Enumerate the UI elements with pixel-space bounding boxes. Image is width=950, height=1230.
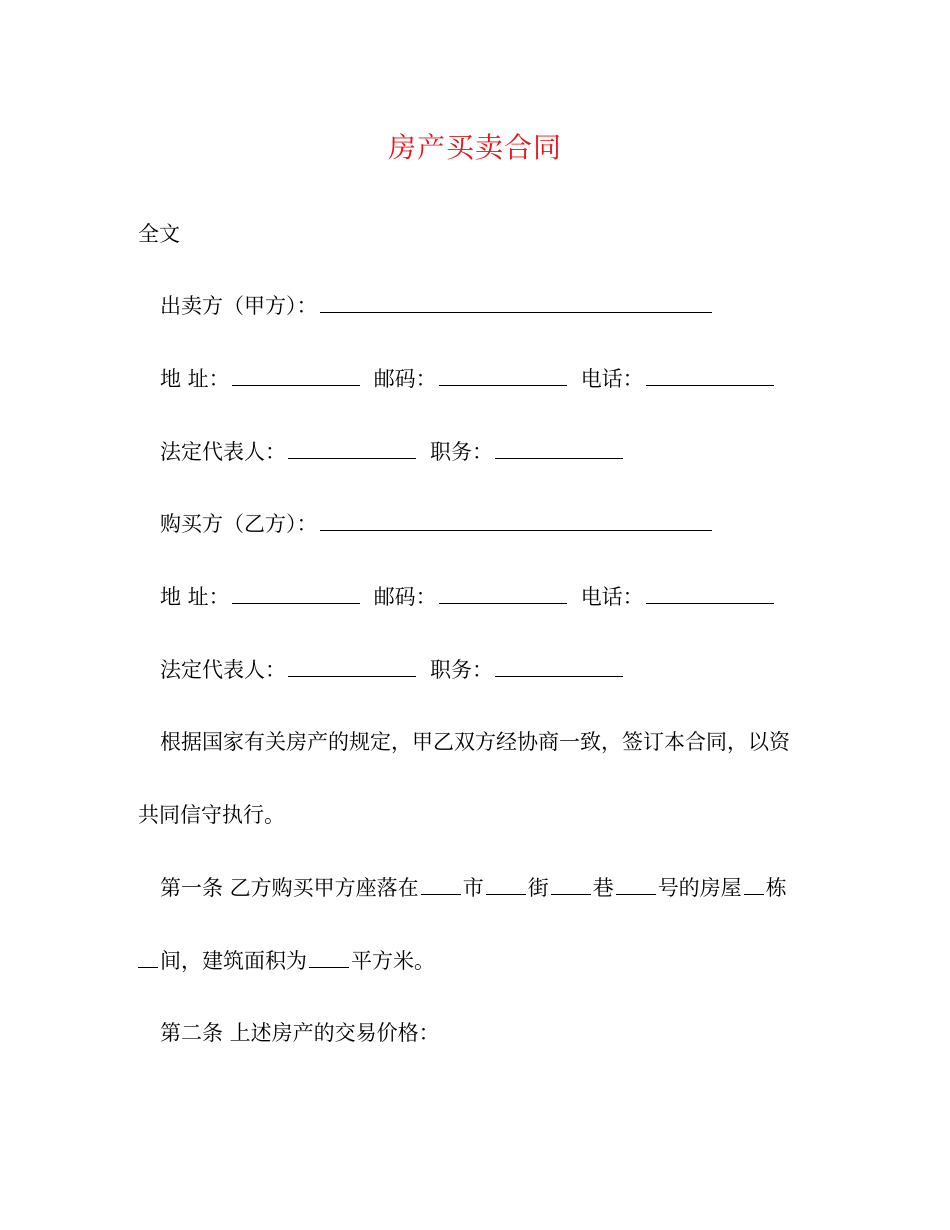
seller-rep-line	[160, 437, 625, 467]
seller-rep-label: 法定代表人：	[160, 440, 286, 464]
seller-position-blank	[495, 437, 623, 459]
buyer-label: 购买方（乙方）：	[160, 512, 318, 536]
city-blank	[421, 873, 461, 895]
seller-address-blank	[232, 364, 360, 386]
buyer-line	[160, 509, 714, 539]
rooms-label: 间，建筑面积为	[160, 949, 307, 973]
rooms-blank	[138, 946, 158, 968]
seller-phone-blank	[646, 364, 774, 386]
document-title: 房产买卖合同	[387, 131, 562, 164]
seller-line	[160, 291, 714, 321]
article-1-intro: 第一条 乙方购买甲方座落在	[160, 876, 419, 900]
area-unit: 平方米。	[351, 949, 435, 973]
seller-contact-line	[160, 364, 776, 394]
number-label: 号的房屋	[657, 876, 742, 900]
building-label: 栋	[765, 876, 787, 900]
article-1-line-2	[138, 946, 435, 976]
seller-label: 出卖方（甲方）：	[160, 294, 318, 318]
street-label: 街	[527, 876, 549, 900]
buyer-phone-label: 电话：	[580, 585, 644, 609]
preamble-line-1: 根据国家有关房产的规定，甲乙双方经协商一致，签订本合同，以资	[160, 730, 790, 754]
building-blank	[744, 873, 764, 895]
area-blank	[309, 946, 349, 968]
buyer-position-blank	[495, 655, 623, 677]
buyer-zip-label: 邮码：	[373, 585, 437, 609]
seller-position-label: 职务：	[430, 440, 493, 464]
buyer-position-label: 职务：	[430, 658, 493, 682]
seller-phone-label: 电话：	[580, 367, 644, 391]
lane-label: 巷	[592, 876, 614, 900]
article-2-line: 第二条 上述房产的交易价格：	[160, 1021, 440, 1045]
city-label: 市	[462, 876, 484, 900]
buyer-rep-label: 法定代表人：	[160, 658, 286, 682]
buyer-phone-blank	[646, 582, 774, 604]
buyer-contact-line	[160, 582, 776, 612]
number-blank	[616, 873, 656, 895]
seller-zip-label: 邮码：	[373, 367, 437, 391]
preamble-line-2: 共同信守执行。	[138, 803, 285, 827]
section-heading: 全文	[138, 222, 180, 246]
seller-address-label: 地 址：	[160, 367, 230, 391]
buyer-address-label: 地 址：	[160, 585, 230, 609]
seller-name-blank	[320, 291, 712, 313]
buyer-name-blank	[320, 509, 712, 531]
buyer-zip-blank	[439, 582, 567, 604]
seller-rep-blank	[288, 437, 416, 459]
seller-zip-blank	[439, 364, 567, 386]
article-1-line-1	[160, 873, 787, 903]
buyer-rep-blank	[288, 655, 416, 677]
lane-blank	[551, 873, 591, 895]
buyer-rep-line	[160, 655, 625, 685]
buyer-address-blank	[232, 582, 360, 604]
street-blank	[486, 873, 526, 895]
